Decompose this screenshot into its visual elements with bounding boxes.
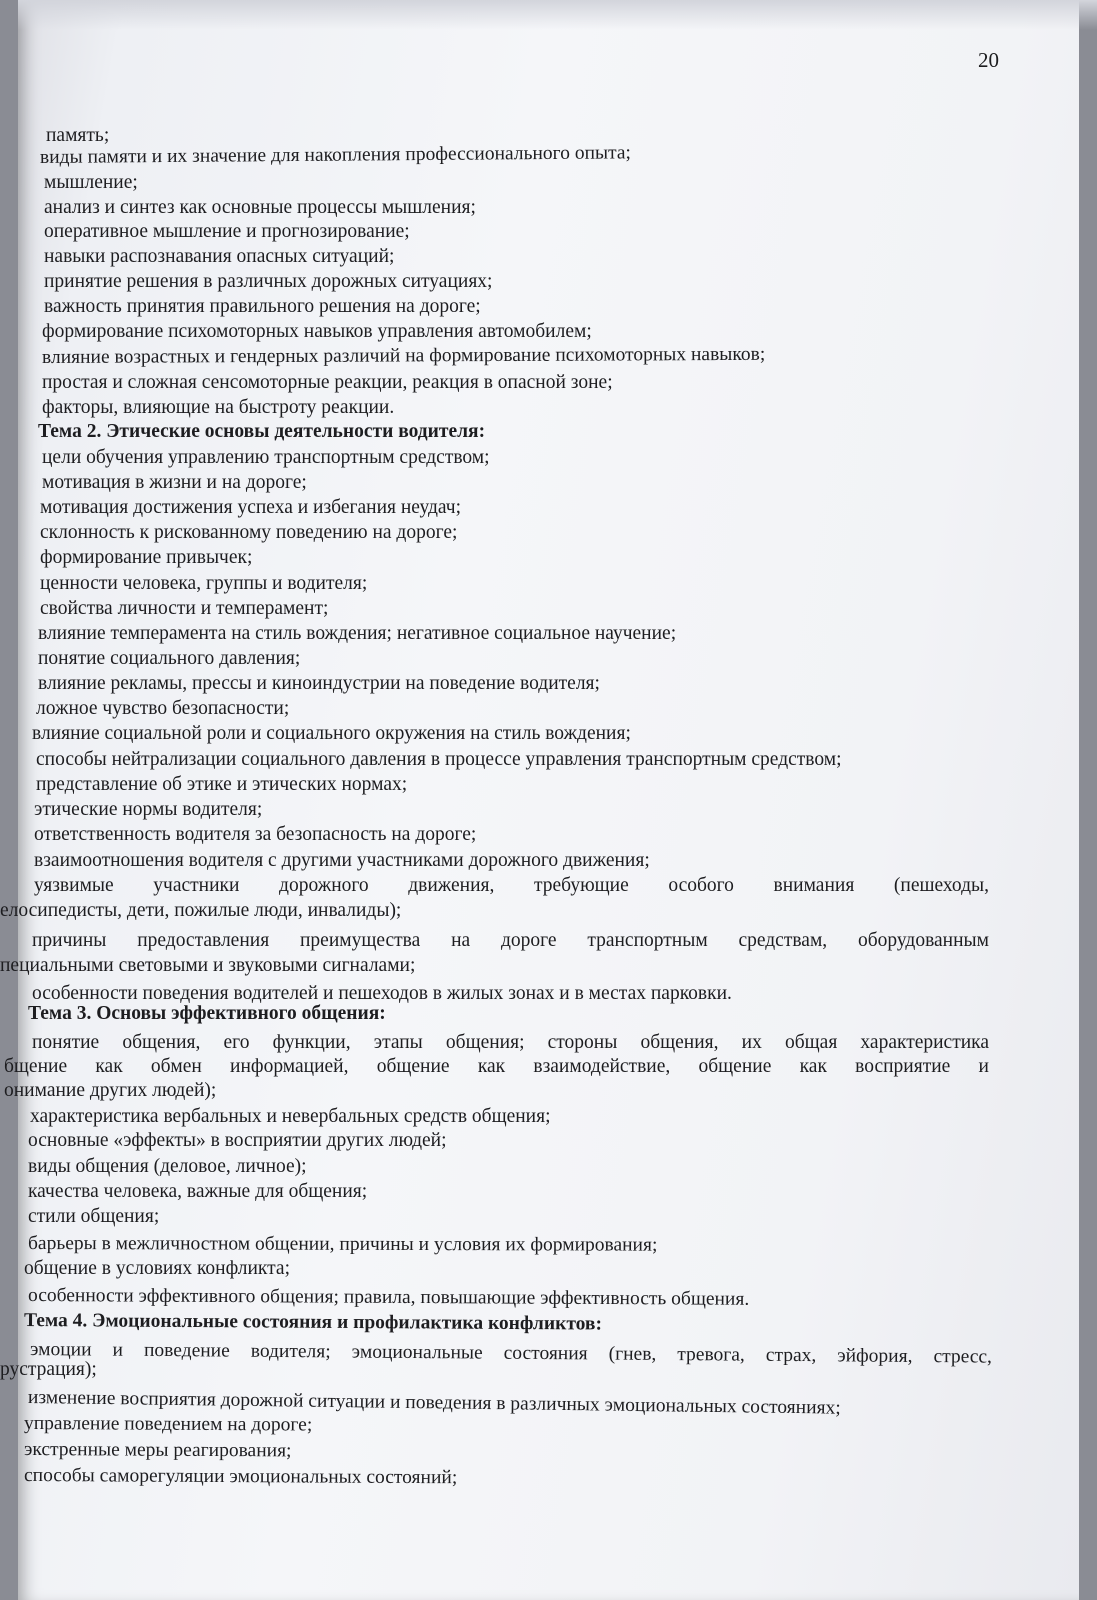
text-line: простая и сложная сенсомоторные реакции, реакция в опасной зоне; [42,372,613,393]
text-line: онимание других людей); [4,1080,217,1101]
page-number: 20 [978,48,999,72]
text-line: особенности поведения водителей и пешеходов в жилых зонах и в местах парковки. [32,983,732,1004]
text-line: причины предоставления преимущества на дороге транспортным средствам, оборудованным [32,930,989,951]
text-line: оперативное мышление и прогнозирование; [44,221,410,242]
text-line: представление об этике и этических нормах; [36,774,408,795]
section-heading: Тема 4. Эмоциональные состояния и профилактика конфликтов: [23,1310,603,1335]
text-line: влияние социальной роли и социального окружения на стиль вождения; [32,723,631,744]
text-line: ценности человека, группы и водителя; [40,573,368,594]
text-line: качества человека, важные для общения; [28,1181,368,1202]
text-line: понятие общения, его функции, этапы общения; стороны общения, их общая характеристика [32,1032,989,1053]
text-line: способы саморегуляции эмоциональных состояний; [23,1465,458,1489]
text-line: формирование психомоторных навыков управления автомобилем; [42,321,592,342]
text-line: формирование привычек; [40,547,253,568]
text-line: влияние рекламы, прессы и киноиндустрии на поведение водителя; [38,673,600,694]
text-line: бщение как обмен информацией, общение как взаимодействие, общение как восприятие и [4,1056,989,1077]
text-line: характеристика вербальных и невербальных средств общения; [30,1106,551,1127]
text-line: ложное чувство безопасности; [36,698,290,719]
text-line: стили общения; [28,1206,160,1227]
text-line: виды памяти и их значение для накопления профессионального опыта; [39,142,631,168]
section-heading: Тема 2. Этические основы деятельности водителя: [38,421,486,442]
text-line: барьеры в межличностном общении, причины и условия их формирования; [27,1233,658,1256]
text-line: способы нейтрализации социального давления в процессе управления транспортным средством; [36,749,842,770]
text-line: влияние темперамента на стиль вождения; негативное социальное научение; [38,623,677,644]
text-line: важность принятия правильного решения на дороге; [44,296,481,317]
text-line: мышление; [44,172,138,193]
text-line: пециальными световыми и звуковыми сигналами; [0,955,416,976]
text-line: елосипедисты, дети, пожилые люди, инвалиды); [0,900,402,921]
text-line: особенности эффективного общения; правила, повышающие эффективность общения. [27,1285,750,1310]
text-line: общение в условиях конфликта; [24,1258,290,1279]
text-line: этические нормы водителя; [34,799,263,820]
text-line: факторы, влияющие на быстроту реакции. [42,397,395,418]
section-heading: Тема 3. Основы эффективного общения: [28,1003,386,1024]
text-line: принятие решения в различных дорожных ситуациях; [44,271,493,292]
text-line: цели обучения управлению транспортным средством; [42,447,490,468]
text-line: экстренные меры реагирования; [23,1439,292,1462]
text-line: уязвимые участники дорожного движения, требующие особого внимания (пешеходы, [34,875,989,896]
text-line: анализ и синтез как основные процессы мышления; [44,197,476,218]
text-line: понятие социального давления; [38,648,301,669]
page-fold-shadow [18,0,1097,30]
text-line: навыки распознавания опасных ситуаций; [44,246,395,267]
text-line: мотивация достижения успеха и избегания неудач; [40,497,462,518]
text-line: влияние возрастных и гендерных различий на формирование психомоторных навыков; [41,343,766,368]
text-line: свойства личности и темперамент; [40,598,329,619]
text-line: мотивация в жизни и на дороге; [42,472,307,493]
text-line: эмоции и поведение водителя; эмоциональные состояния (гнев, тревога, страх, эйфория, стресс, [29,1339,993,1368]
text-line: виды общения (деловое, личное); [28,1156,307,1177]
text-line: склонность к рискованному поведению на дороге; [40,522,458,543]
text-line: взаимоотношения водителя с другими участниками дорожного движения; [34,850,650,871]
text-line: память; [46,125,110,146]
text-line: основные «эффекты» в восприятии других людей; [28,1130,447,1151]
text-line: изменение восприятия дорожной ситуации и поведения в различных эмоциональных состояниях; [27,1387,841,1419]
text-line: управление поведением на дороге; [23,1413,313,1436]
text-line: ответственность водителя за безопасность на дороге; [34,824,477,845]
text-line: рустрация); [0,1359,97,1380]
